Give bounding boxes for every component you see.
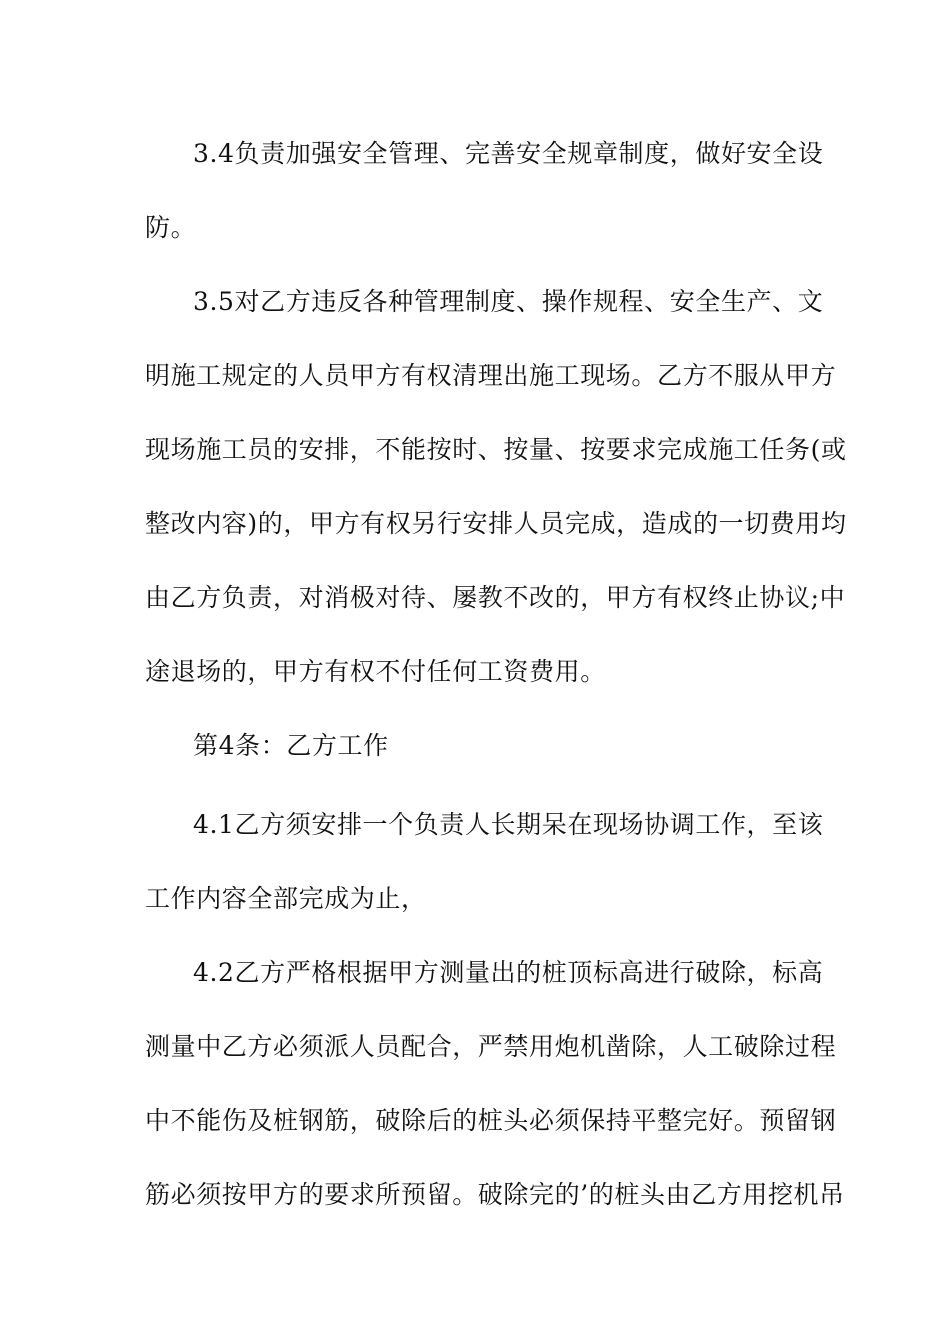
paragraph-3-5-line-6: 途退场的，甲方有权不付任何工资费用。	[145, 657, 606, 686]
paragraph-3-5-line-3: 现场施工员的安排，不能按时、按量、按要求完成施工任务(或	[145, 435, 847, 464]
paragraph-4-2-line-1: 4.2乙方严格根据甲方测量出的桩顶标高进行破除，标高	[193, 958, 824, 987]
paragraph-4-2-line-4: 筋必须按甲方的要求所预留。破除完的’的桩头由乙方用挖机吊	[145, 1180, 845, 1209]
paragraph-4-1-line-2: 工作内容全部完成为止，	[145, 884, 427, 913]
paragraph-3-4-line-2: 防。	[145, 213, 197, 242]
paragraph-3-4-line-1: 3.4负责加强安全管理、完善安全规章制度，做好安全设	[193, 139, 824, 168]
article-4-heading: 第4条：乙方工作	[193, 731, 389, 760]
paragraph-4-2-line-3: 中不能伤及桩钢筋，破除后的桩头必须保持平整完好。预留钢	[145, 1106, 837, 1135]
paragraph-3-5-line-5: 由乙方负责，对消极对待、屡教不改的，甲方有权终止协议;中	[145, 583, 846, 612]
paragraph-4-2-line-2: 测量中乙方必须派人员配合，严禁用炮机凿除，人工破除过程	[145, 1032, 837, 1061]
paragraph-3-5-line-2: 明施工规定的人员甲方有权清理出施工现场。乙方不服从甲方	[145, 361, 837, 390]
paragraph-3-5-line-4: 整改内容)的，甲方有权另行安排人员完成，造成的一切费用均	[145, 509, 847, 538]
paragraph-3-5-line-1: 3.5对乙方违反各种管理制度、操作规程、安全生产、文	[193, 287, 824, 316]
paragraph-4-1-line-1: 4.1乙方须安排一个负责人长期呆在现场协调工作，至该	[193, 810, 824, 839]
